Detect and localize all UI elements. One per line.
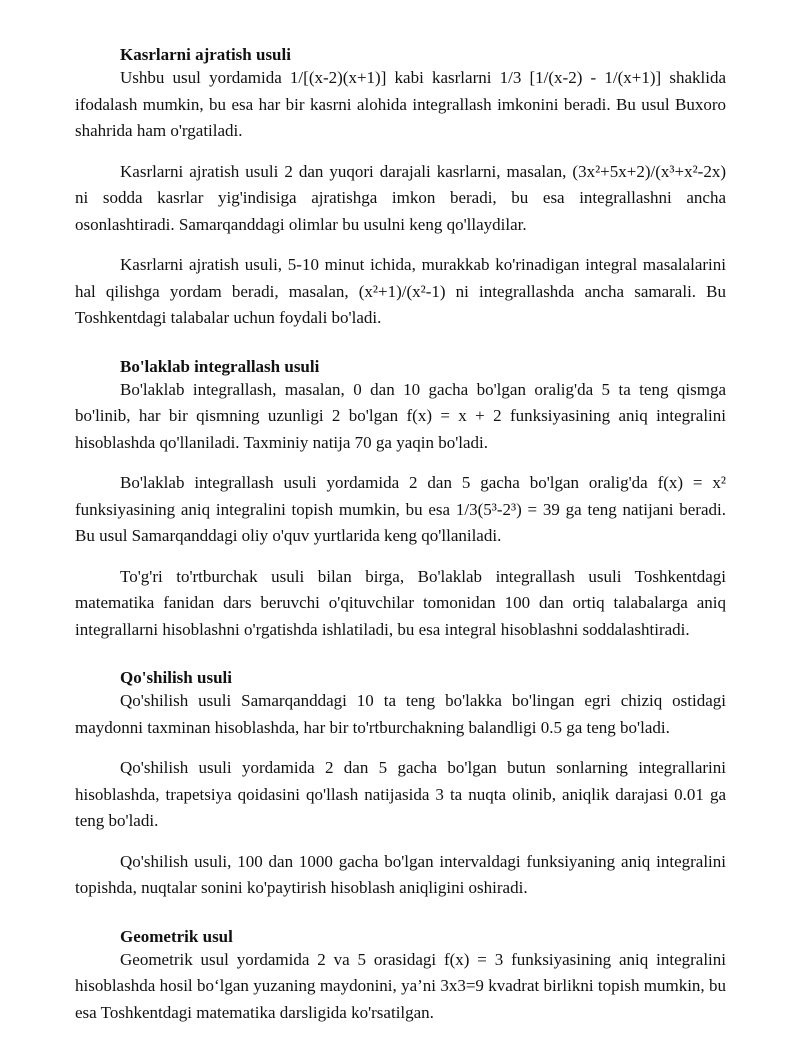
paragraph: Kasrlarni ajratish usuli, 5-10 minut ichida, murakkab ko'rinadigan integral masalalarini hal qilishga yordam beradi, masalan, (x²+1)/(x²-1) ni integrallashda ancha samarali. Bu Toshkentdagi talabalar uchun foydali bo'ladi. (75, 255, 726, 327)
paragraph: Kasrlarni ajratish usuli 2 dan yuqori darajali kasrlarni, masalan, (3x²+5x+2)/(x³+x²-2x) ni sodda kasrlar yig'indisiga ajratishga imkon beradi, bu esa integrallashni ancha osonlashtiradi. Samarqanddagi olimlar bu usulni keng qo'llaydilar. (75, 161, 726, 234)
paragraph: Bo'laklab integrallash usuli yordamida 2 dan 5 gacha bo'lgan oralig'da f(x) = x² funksiyasining aniq integralini topish mumkin, bu esa 1/3(5³-2³) = 39 ga teng natijani beradi. Bu usul Samarqanddagi oliy o'quv yurtlarida keng qo'llaniladi. (75, 473, 726, 545)
paragraph: Ushbu usul yordamida 1/[(x-2)(x+1)] kabi kasrlarni 1/3 [1/(x-2) - 1/(x+1)] shaklida ifodalash mumkin, bu esa har bir kasrni alohida integrallash imkonini beradi. Bu usul Buxoro shahrida ham o'rgatiladi. (75, 68, 726, 140)
section-qoshilish-usuli (75, 667, 726, 902)
paragraph: To'g'ri to'rtburchak usuli bilan birga, Bo'laklab integrallash usuli Toshkentdagi matematika fanidan dars beruvchi o'qituvchilar tomonidan 100 dan ortiq talabalarga aniq integrallarni hisoblashni o'rgatishda ishlatiladi, bu esa integral hisoblashni soddalashtiradi. (75, 566, 726, 639)
section-title: Bo'laklab integrallash usuli (120, 356, 320, 376)
section-kasrlarni-ajratish (75, 44, 726, 332)
paragraph: Bo'laklab integrallash, masalan, 0 dan 10 gacha bo'lgan oralig'da 5 ta teng qismga bo'linib, har bir qismning uzunligi 2 bo'lgan f(x) = x + 2 funksiyasining aniq integralini hisoblashda qo'llaniladi. Taxminiy natija 70 ga yaqin bo'ladi. (75, 379, 726, 452)
paragraph: Qo'shilish usuli, 100 dan 1000 gacha bo'lgan intervaldagi funksiyaning aniq integralini topishda, nuqtalar sonini ko'paytirish hisoblash aniqligini oshiradi. (75, 851, 726, 897)
paragraph: Geometrik usul yordamida 2 va 5 orasidagi f(x) = 3 funksiyasining aniq integralini hisoblashda hosil bo‘lgan yuzaning maydonini, ya’ni 3x3=9 kvadrat birlikni topish mumkin, bu esa Toshkentdagi matematika darsligida ko'rsatilgan. (75, 949, 726, 1022)
paragraph: Qo'shilish usuli Samarqanddagi 10 ta teng bo'lakka bo'lingan egri chiziq ostidagi maydonni taxminan hisoblashda, har bir to'rtburchakning balandligi 0.5 ga teng bo'ladi. (75, 691, 726, 737)
section-title: Qo'shilish usuli (120, 668, 232, 687)
section-title: Kasrlarni ajratish usuli (120, 45, 291, 64)
paragraph: Qo'shilish usuli yordamida 2 dan 5 gacha bo'lgan butun sonlarning integrallarini hisoblashda, trapetsiya qoidasini qo'llash natijasida 3 ta nuqta olinib, aniqlik darajasi 0.01 ga teng bo'ladi. (75, 758, 726, 830)
section-bolaklab-integrallash (75, 356, 726, 644)
section-geometrik-usul (75, 926, 726, 1027)
section-title: Geometrik usul (120, 926, 233, 946)
document-page (75, 44, 726, 1040)
